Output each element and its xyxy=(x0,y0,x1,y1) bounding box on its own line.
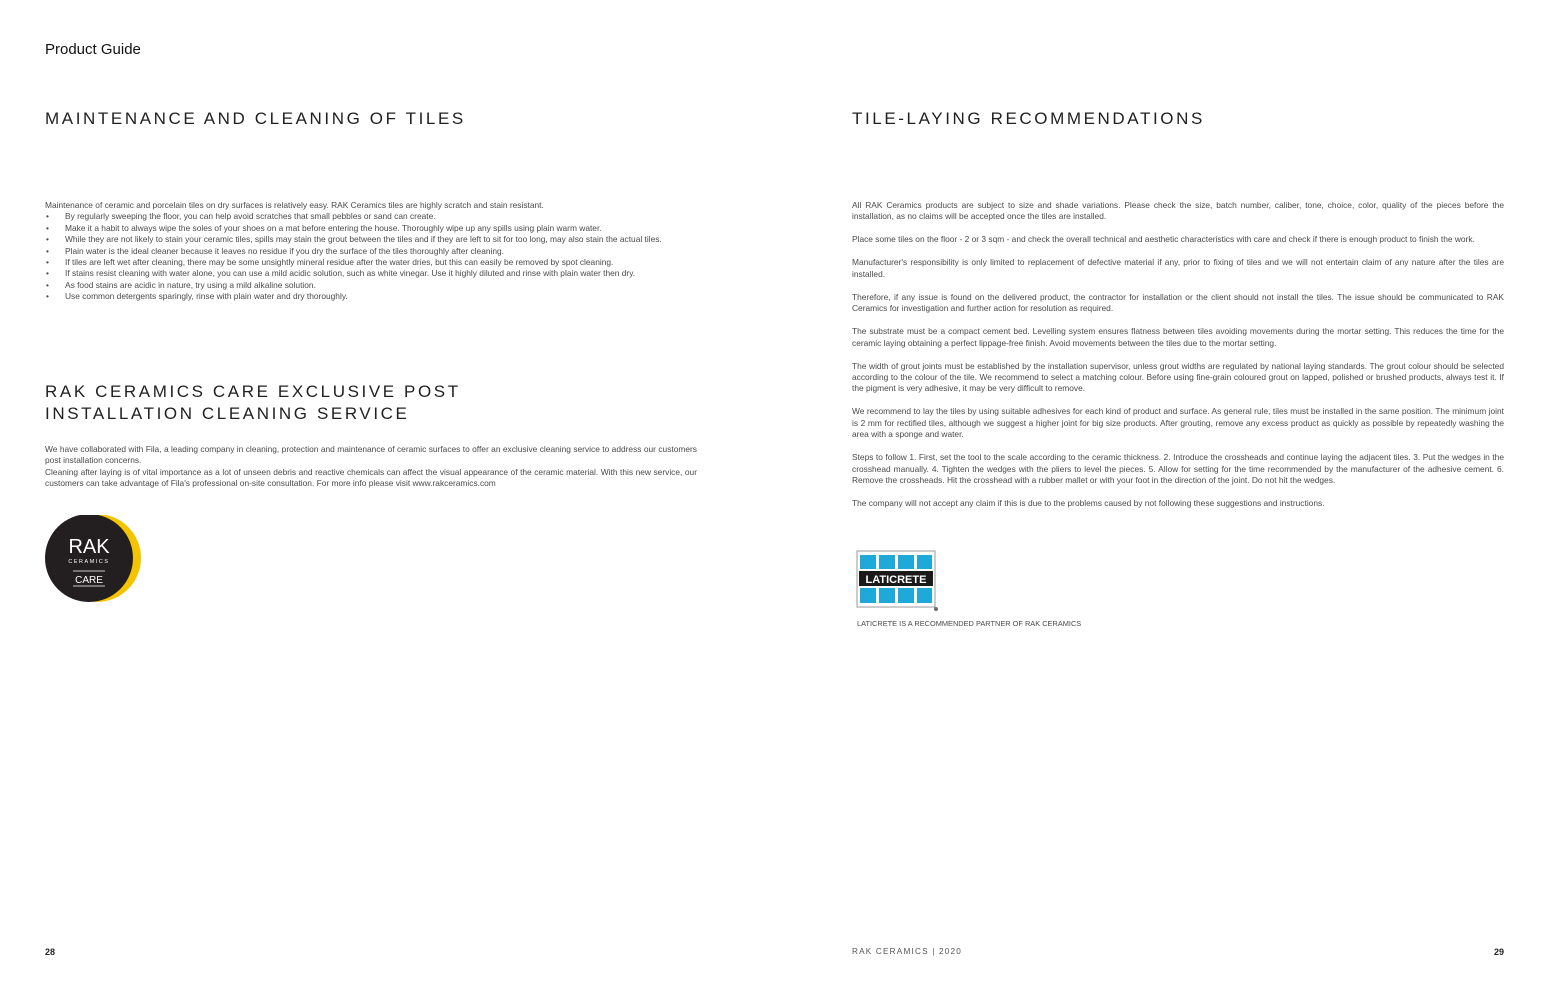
laticrete-logo-icon xyxy=(856,550,938,612)
list-item: • By regularly sweeping the floor, you can help avoid scratches that small pebbles or sand can create. xyxy=(45,211,705,222)
recommendations-heading: TILE-LAYING RECOMMENDATIONS xyxy=(852,109,1205,128)
maintenance-text-block xyxy=(45,200,705,303)
laticrete-caption: LATICRETE IS A RECOMMENDED PARTNER OF RAK CERAMICS xyxy=(857,619,1082,628)
care-heading-line-2: INSTALLATION CLEANING SERVICE xyxy=(45,404,410,423)
maintenance-intro: Maintenance of ceramic and porcelain tiles on dry surfaces is relatively easy. RAK Ceramics tiles are highly scratch and stain resistant. xyxy=(45,200,544,210)
care-service-text xyxy=(45,444,697,490)
list-item: • If stains resist cleaning with water alone, you can use a mild acidic solution, such as white vinegar. Use it highly diluted and rinse with plain water then dry. xyxy=(45,268,705,279)
recommendation-paragraph: Place some tiles on the floor - 2 or 3 sqm - and check the overall technical and aesthetic characteristics with care and check if there is enough product to finish the work. xyxy=(852,234,1475,245)
laticrete-logo-text: LATICRETE xyxy=(865,574,927,586)
recommendation-paragraph: The substrate must be a compact cement bed. Levelling system ensures flatness between tiles avoiding movements during the mortar setting. This reduces the time for the ceramic laying obtaining a perfect lippage-free finish. Avoid movements between the tiles due to the mortar setting. xyxy=(852,326,1504,348)
rak-care-logo xyxy=(45,515,145,605)
list-item: • While they are not likely to stain your ceramic tiles, spills may stain the grout between the tiles and if they are left to sit for too long, may also stain the actual tiles. xyxy=(45,234,705,245)
recommendation-paragraph: Therefore, if any issue is found on the delivered product, the contractor for installation or the client should not install the tiles. The issue should be communicated to RAK Ceramics for investigation and further action for resolution as required. xyxy=(852,291,1504,314)
maintenance-bullet-list xyxy=(45,211,705,302)
care-paragraph-1: We have collaborated with Fila, a leading company in cleaning, protection and maintenance of ceramic surfaces to offer an exclusive cleaning service to address our customers post installation concerns. xyxy=(45,444,697,466)
page-number-right: 29 xyxy=(1494,947,1505,957)
list-item: • If tiles are left wet after cleaning, there may be some unsightly mineral residue after the water dries, but this can easily be removed by spot cleaning. xyxy=(45,257,705,268)
list-item: • Make it a habit to always wipe the soles of your shoes on a mat before entering the house. Thoroughly wipe up any spills using plain warm water. xyxy=(45,223,705,234)
page-title: Product Guide xyxy=(45,41,141,58)
page-number-left: 28 xyxy=(45,947,56,957)
maintenance-heading: MAINTENANCE AND CLEANING OF TILES xyxy=(45,109,466,128)
rak-logo-brand: RAK xyxy=(68,536,110,558)
recommendations-text-block xyxy=(852,200,1504,521)
list-item: • Use common detergents sparingly, rinse with plain water and dry thoroughly. xyxy=(45,291,705,302)
list-item: • Plain water is the ideal cleaner because it leaves no residue if you dry the surface of the tiles thoroughly after cleaning. xyxy=(45,246,705,257)
care-heading-line-1: RAK CERAMICS CARE EXCLUSIVE POST xyxy=(45,382,461,401)
recommendation-paragraph: The company will not accept any claim if this is due to the problems caused by not following these suggestions and instructions. xyxy=(852,498,1325,509)
rak-logo-care: CARE xyxy=(75,575,103,586)
list-item: • As food stains are acidic in nature, try using a mild alkaline solution. xyxy=(45,280,705,291)
recommendation-paragraph: Manufacturer's responsibility is only limited to replacement of defective material if any, prior to fixing of tiles and we will not entertain claim of any nature after the tiles are installed. xyxy=(852,257,1504,279)
recommendation-paragraph: The width of grout joints must be established by the installation supervisor, unless grout widths are regulated by national laying standards. The grout colour should be selected according to the colour of the tile. We recommend to select a matching colour. Before using fine-grain coloured grout on lapped, polished or brushed products, always test it. If the pigment is very adhesive, it may be very difficult to remove. xyxy=(852,360,1504,394)
laticrete-logo xyxy=(856,550,938,612)
recommendation-paragraph: All RAK Ceramics products are subject to size and shade variations. Please check the size, batch number, caliber, tone, choice, color, quality of the pieces before the installation, as no claims will be accepted once the tiles are installed. xyxy=(852,200,1504,222)
rak-care-logo-icon xyxy=(45,515,145,605)
recommendation-paragraph: Steps to follow 1. First, set the tool to the scale according to the ceramic thickness. 2. Introduce the crossheads and continue laying the adjacent tiles. 3. Put the wedges in the crosshead manually. 4. Tighten the wedges with the pliers to level the pieces. 5. Allow for setting for the time recommended by the manufacturer of the adhesive cement. 6. Remove the crossheads. Hit the crosshead with a rubber mallet or with your foot in the direction of the joint. Do not hit the wedges. xyxy=(852,452,1504,486)
care-service-heading xyxy=(45,381,461,425)
footer-brand: RAK CERAMICS | 2020 xyxy=(852,947,963,956)
care-paragraph-2: Cleaning after laying is of vital importance as a lot of unseen debris and reactive chemicals can affect the visual appearance of the ceramic material. With this new service, our customers can take advantage of Fila's professional on-site consultation. For more info please visit www.rakceramics.com xyxy=(45,466,697,489)
rak-logo-sub: CERAMICS xyxy=(68,559,110,565)
recommendation-paragraph: We recommend to lay the tiles by using suitable adhesives for each kind of product and surface. As general rule, tiles must be installed in the same position. The minimum joint is 2 mm for rectified tiles, although we suggest a higher joint for big size products. After grouting, remove any excess product as quickly as possible by repeatedly washing the area with a sponge and water. xyxy=(852,406,1504,440)
